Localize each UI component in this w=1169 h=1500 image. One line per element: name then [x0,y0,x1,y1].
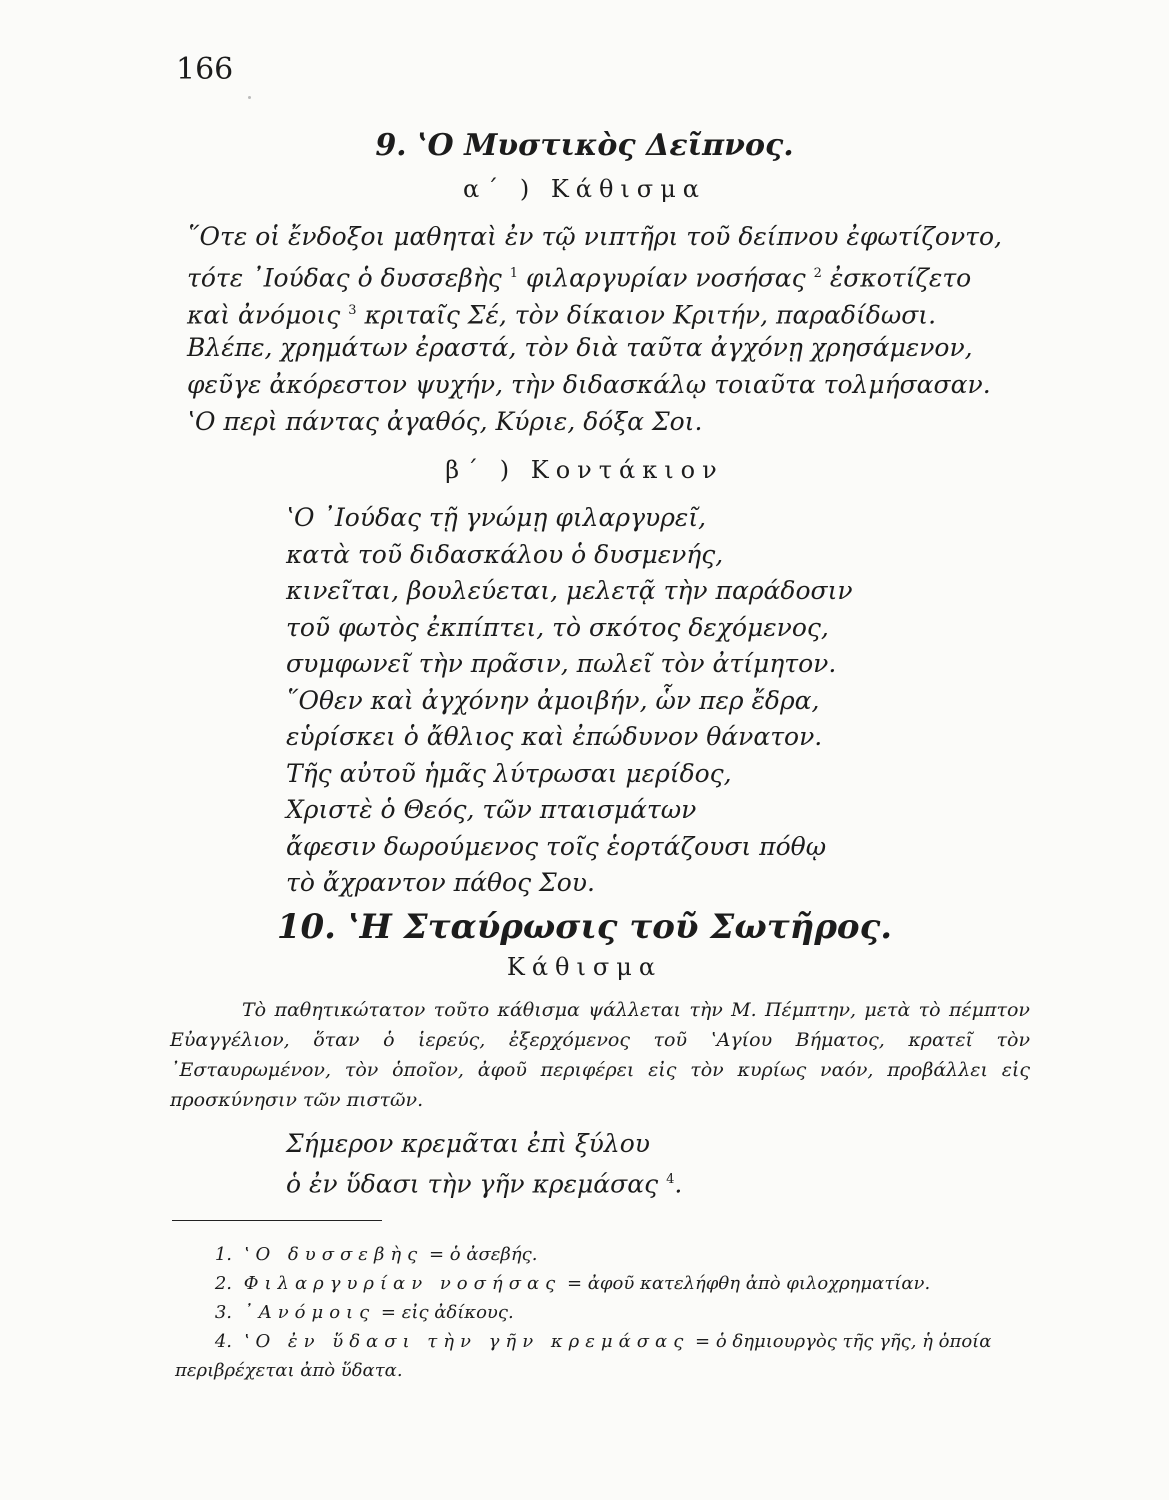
poem-line: τὸ ἄχραντον πάθος Σου. [286,868,595,897]
ink-speck [248,96,251,99]
section-9-kathisma-title: α´ ) Κάθισμα [462,175,706,203]
footnote-ref-1: 1 [509,266,519,281]
poem-line: ἄφεσιν δωρούμενος τοῖς ἑορτάζουσι πόθῳ [286,831,827,861]
poem-line: Τῆς αὐτοῦ ἡμᾶς λύτρωσαι μερίδος, [286,758,732,788]
footnote-ref-3: 3 [348,303,357,318]
poem-line: συμφωνεῖ τὴν πρᾶσιν, πωλεῖ τὸν ἀτίμητον. [286,649,837,678]
footnote-divider [172,1220,382,1221]
poem-line-text: κριταῖς Σέ, τὸν δίκαιον Κριτήν, παραδίδωσι. [364,300,937,330]
poem-line: κινεῖται, βουλεύεται, μελετᾷ τὴν παράδοσιν [286,576,853,605]
footnote-term: ʽΟ δυσσεβὴς [243,1244,424,1265]
poem-line: ῞Οθεν καὶ ἀγχόνην ἀμοιβήν, ὧν περ ἔδρα, [286,685,820,715]
section-10-title: 10. ʽΗ Σταύρωσις τοῦ Σωτῆρος. [276,907,893,947]
poem-line: Χριστὲ ὁ Θεός, τῶν πταισμάτων [286,795,697,824]
footnote-term: Φιλαργυρίαν νοσήσας [243,1273,562,1294]
footnote-term: ᾿Ανόμοις [243,1302,376,1323]
poem-line: ʽΟ ᾿Ιούδας τῇ γνώμῃ φιλαργυρεῖ, [286,503,707,532]
poem-line: φεῦγε ἀκόρεστον ψυχήν, τὴν διδασκάλῳ τοιαῦτα τολμήσασαν. [187,370,991,399]
poem-line [286,1162,682,1198]
footnote-4 [175,1327,1035,1385]
poem-line-text: ἐσκοτίζετο [829,263,972,293]
footnote-number: 3. [214,1302,232,1323]
poem-line [187,292,1002,329]
poem-line-text: φιλαργυρίαν νοσήσας [526,263,806,293]
footnote-term: ʽΟ ἐν ὕδασι τὴν γῆν κρεμάσας [243,1331,690,1352]
section-9-kontakion-title: β´ ) Κοντάκιον [445,456,724,484]
poem-line: κατὰ τοῦ διδασκάλου ὁ δυσμενής, [286,539,724,569]
section-10-intro: Τὸ παθητικώτατον τοῦτο κάθισμα ψάλλεται τὴν Μ. Πέμπτην, μετὰ τὸ πέμπτον Εὐαγγέλιον, ὅταν ὁ ἱερεύς, ἐξερχόμενος τοῦ ʽΑγίου Βήματος, κρατεῖ τὸν ᾿Εσταυρωμένον, τὸν ὁποῖον, ἀφοῦ περιφέρει εἰς τὸν κυρίως ναόν, προβάλλει εἰς προσκύνησιν τῶν πιστῶν. [170,999,1030,1111]
footnote-definition: = εἰς ἀδίκους. [380,1302,514,1323]
kathisma-text [187,218,1002,440]
footnotes [175,1240,1035,1385]
section-10-poem [286,1126,682,1198]
footnote-ref-4: 4 [666,1172,675,1187]
footnote-1 [175,1240,1035,1269]
footnote-definition: = ὁ δημιουργὸς τῆς γῆς, ἡ ὁποία περιβρέχεται ἀπὸ ὕδατα. [175,1331,992,1381]
footnote-number: 1. [214,1244,232,1265]
footnote-definition: = ἀφοῦ κατελήφθη ἀπὸ φιλοχρηματίαν. [566,1273,931,1294]
poem-line: ῞Οτε οἱ ἔνδοξοι μαθηταὶ ἐν τῷ νιπτῆρι τοῦ δείπνου ἐφωτίζοντο, [187,222,1002,251]
poem-line [187,255,1002,292]
poem-line: τοῦ φωτὸς ἐκπίπτει, τὸ σκότος δεχόμενος, [286,612,829,642]
page-number: 166 [176,52,234,87]
poem-line: Βλέπε, χρημάτων ἐραστά, τὸν διὰ ταῦτα ἀγχόνῃ χρησάμενον, [187,333,973,362]
poem-line-text: τότε ᾿Ιούδας ὁ δυσσεβὴς [187,263,502,293]
footnote-3 [175,1298,1035,1327]
poem-line: ʽΟ περὶ πάντας ἀγαθός, Κύριε, δόξα Σοι. [187,407,703,436]
poem-line: Σήμερον κρεμᾶται ἐπὶ ξύλου [286,1129,650,1158]
footnote-number: 2. [214,1273,232,1294]
section-10-kathisma-title: Κάθισμα [506,953,663,981]
footnote-2 [175,1269,1035,1298]
kontakion-text [286,500,853,902]
section-9-title: 9. ʽΟ Μυστικὸς Δεῖπνος. [375,128,794,163]
footnote-ref-2: 2 [813,266,822,281]
poem-line-text: ὁ ἐν ὕδασι τὴν γῆν κρεμάσας [286,1169,659,1199]
footnote-number: 4. [214,1331,232,1352]
poem-line: εὑρίσκει ὁ ἄθλιος καὶ ἐπώδυνον θάνατον. [286,722,823,751]
period: . [674,1169,683,1199]
footnote-definition: = ὁ ἀσεβής. [428,1244,538,1265]
poem-line-text: καὶ ἀνόμοις [187,300,341,330]
